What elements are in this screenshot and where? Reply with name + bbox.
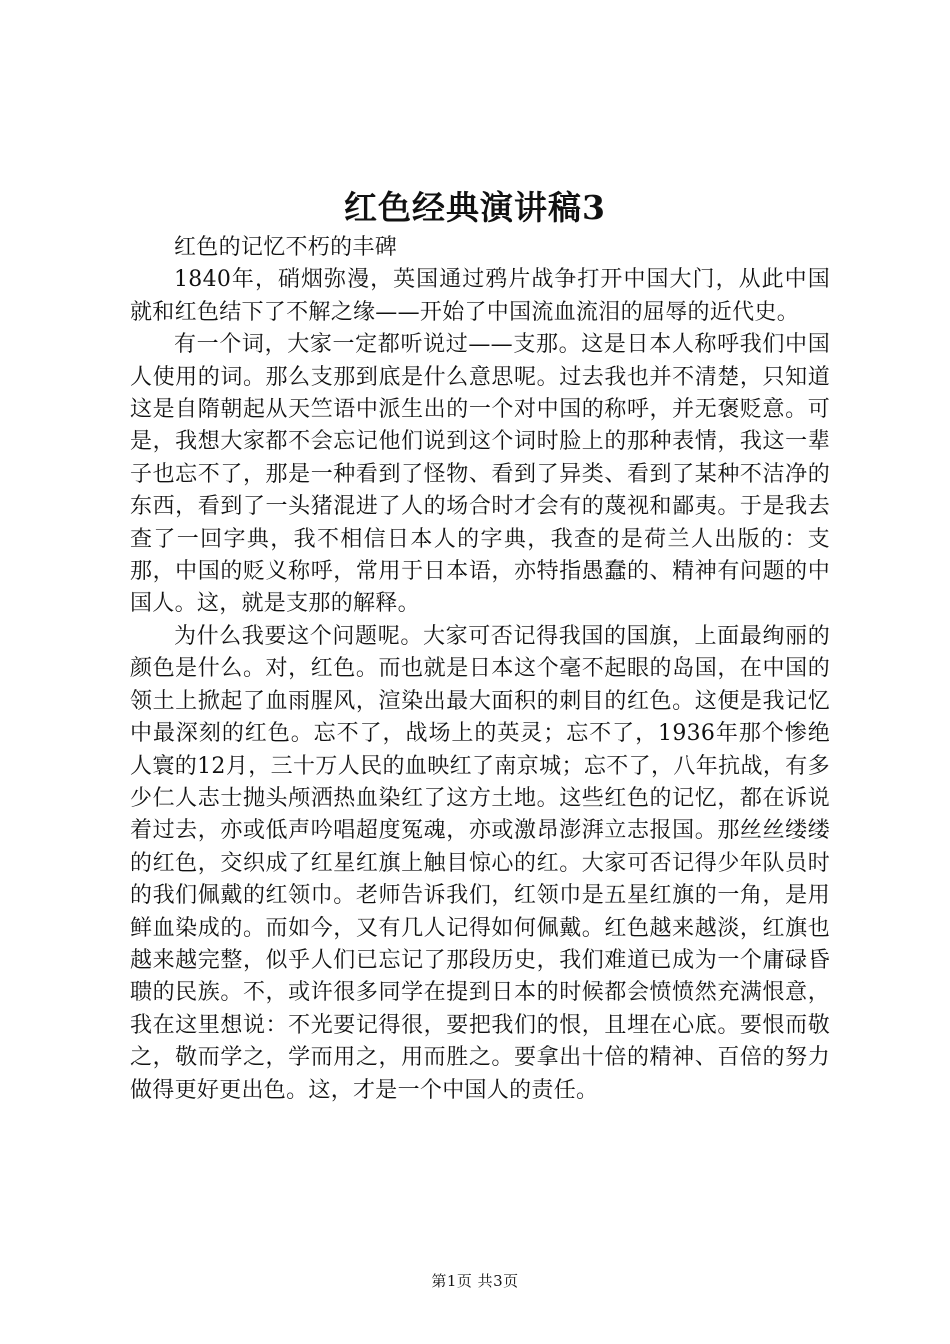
document-title: 红色经典演讲稿3 <box>344 188 606 227</box>
page-footer: 第1页 共3页 <box>431 1272 519 1290</box>
paragraph-subtitle: 红色的记忆不朽的丰碑 <box>174 235 398 260</box>
paragraph-opium-war: 1840年，硝烟弥漫，英国通过鸦片战争打开中国大门，从此中国就和红色结下了不解之缘——开始了中国流血流泪的屈辱的近代史。 <box>130 267 830 325</box>
paragraph-zhina: 有一个词，大家一定都听说过——支那。这是日本人称呼我们中国人使用的词。那么支那到底是什么意思呢。过去我也并不清楚，只知道这是自隋朝起从天竺语中派生出的一个对中国的称呼，并无褒贬意。可是，我想大家都不会忘记他们说到这个词时脸上的那种表情，我这一辈子也忘不了，那是一种看到了怪物、看到了异类、看到了某种不洁净的东西，看到了一头猪混进了人的场合时才会有的蔑视和鄙夷。于是我去查了一回字典，我不相信日本人的字典，我查的是荷兰人出版的：支那，中国的贬义称呼，常用于日本语，亦特指愚蠢的、精神有问题的中国人。这，就是支那的解释。 <box>130 332 830 617</box>
document-body <box>130 232 830 1107</box>
paragraph-red-memory: 为什么我要这个问题呢。大家可否记得我国的国旗，上面最绚丽的颜色是什么。对，红色。而也就是日本这个毫不起眼的岛国，在中国的领土上掀起了血雨腥风，渲染出最大面积的刺目的红色。这便是我记忆中最深刻的红色。忘不了，战场上的英灵；忘不了，1936年那个惨绝人寰的12月，三十万人民的血映红了南京城；忘不了，八年抗战，有多少仁人志士抛头颅洒热血染红了这方土地。这些红色的记忆，都在诉说着过去，亦或低声吟唱超度冤魂，亦或激昂澎湃立志报国。那丝丝缕缕的红色，交织成了红星红旗上触目惊心的红。大家可否记得少年队员时的我们佩戴的红领巾。老师告诉我们，红领巾是五星红旗的一角，是用鲜血染成的。而如今，又有几人记得如何佩戴。红色越来越淡，红旗也越来越完整，似乎人们已忘记了那段历史，我们难道已成为一个庸碌昏聩的民族。不，或许很多同学在提到日本的时候都会愤愤然充满恨意，我在这里想说：不光要记得很，要把我们的恨，且埋在心底。要恨而敬之，敬而学之，学而用之，用而胜之。要拿出十倍的精神、百倍的努力做得更好更出色。这，才是一个中国人的责任。 <box>130 623 830 1103</box>
